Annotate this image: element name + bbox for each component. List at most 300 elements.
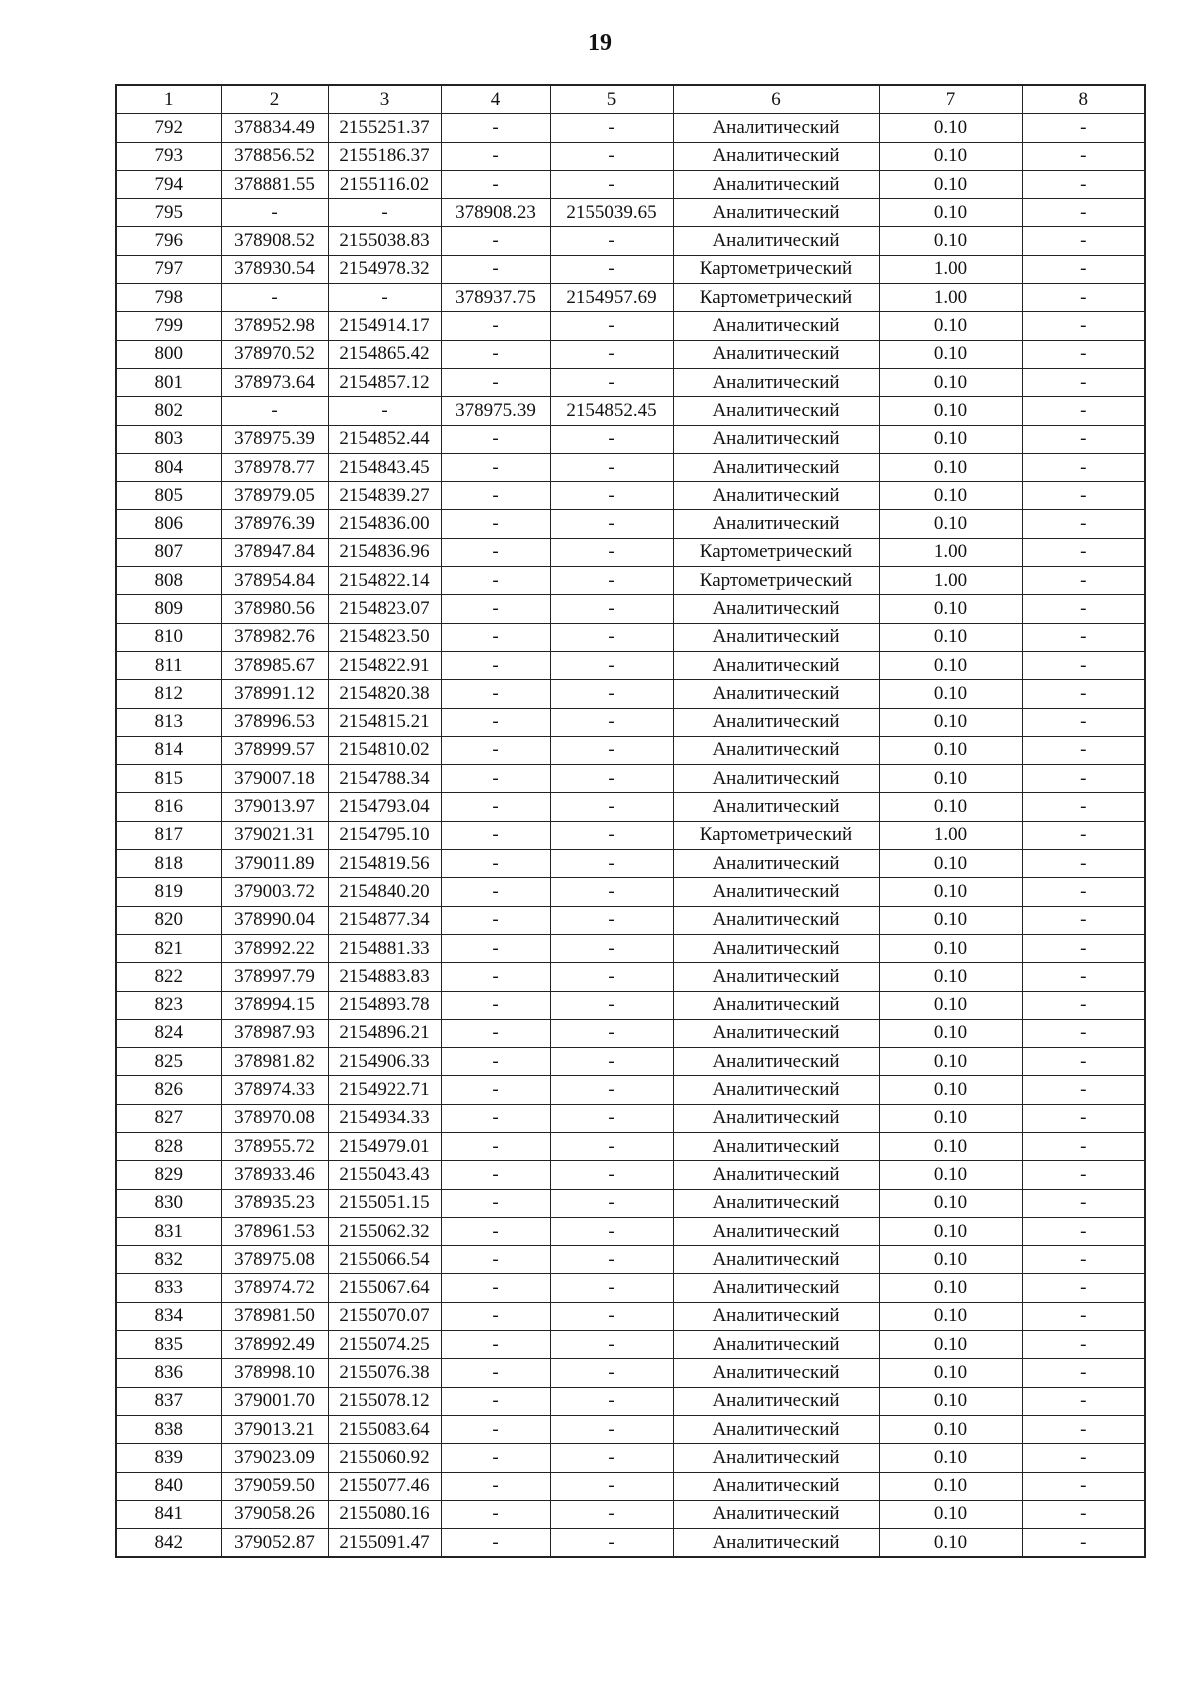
accuracy-cell: 0.10 — [879, 142, 1022, 170]
y-coordinate-cell: 2155083.64 — [328, 1415, 441, 1443]
y-alt-coordinate-cell: - — [550, 510, 673, 538]
table-row — [116, 793, 1145, 821]
method-cell: Аналитический — [673, 1415, 879, 1443]
accuracy-cell: 0.10 — [879, 482, 1022, 510]
y-coordinate-cell: 2155067.64 — [328, 1274, 441, 1302]
x-coordinate-cell: 378834.49 — [221, 114, 328, 142]
y-coordinate-cell: - — [328, 397, 441, 425]
y-coordinate-cell: 2154906.33 — [328, 1048, 441, 1076]
accuracy-cell: 0.10 — [879, 793, 1022, 821]
note-cell: - — [1022, 1217, 1145, 1245]
y-coordinate-cell: 2154793.04 — [328, 793, 441, 821]
x-coordinate-cell: 378982.76 — [221, 623, 328, 651]
table-row — [116, 538, 1145, 566]
y-coordinate-cell: 2154922.71 — [328, 1076, 441, 1104]
note-cell: - — [1022, 453, 1145, 481]
table-row — [116, 1104, 1145, 1132]
point-number-cell: 803 — [116, 425, 221, 453]
x-coordinate-cell: 378974.72 — [221, 1274, 328, 1302]
note-cell: - — [1022, 1302, 1145, 1330]
note-cell: - — [1022, 1529, 1145, 1558]
x-alt-coordinate-cell: - — [441, 1387, 550, 1415]
point-number-cell: 809 — [116, 595, 221, 623]
accuracy-cell: 0.10 — [879, 736, 1022, 764]
method-cell: Аналитический — [673, 1019, 879, 1047]
x-alt-coordinate-cell: - — [441, 680, 550, 708]
method-cell: Аналитический — [673, 170, 879, 198]
method-cell: Аналитический — [673, 595, 879, 623]
accuracy-cell: 0.10 — [879, 595, 1022, 623]
x-alt-coordinate-cell: - — [441, 736, 550, 764]
method-cell: Картометрический — [673, 567, 879, 595]
x-coordinate-cell: 378978.77 — [221, 453, 328, 481]
point-number-cell: 806 — [116, 510, 221, 538]
table-row — [116, 397, 1145, 425]
x-coordinate-cell: 378947.84 — [221, 538, 328, 566]
x-alt-coordinate-cell: - — [441, 255, 550, 283]
y-coordinate-cell: 2154893.78 — [328, 991, 441, 1019]
note-cell: - — [1022, 284, 1145, 312]
table-row — [116, 114, 1145, 142]
note-cell: - — [1022, 708, 1145, 736]
accuracy-cell: 0.10 — [879, 934, 1022, 962]
x-coordinate-cell: 378975.39 — [221, 425, 328, 453]
column-header: 4 — [441, 85, 550, 114]
x-alt-coordinate-cell: - — [441, 1104, 550, 1132]
x-alt-coordinate-cell: - — [441, 114, 550, 142]
method-cell: Аналитический — [673, 623, 879, 651]
y-alt-coordinate-cell: - — [550, 736, 673, 764]
x-alt-coordinate-cell: - — [441, 934, 550, 962]
table-row — [116, 255, 1145, 283]
x-coordinate-cell: 378990.04 — [221, 906, 328, 934]
x-coordinate-cell: 378996.53 — [221, 708, 328, 736]
y-coordinate-cell: 2155074.25 — [328, 1331, 441, 1359]
table-row — [116, 963, 1145, 991]
accuracy-cell: 0.10 — [879, 878, 1022, 906]
y-alt-coordinate-cell: - — [550, 1359, 673, 1387]
note-cell: - — [1022, 680, 1145, 708]
x-alt-coordinate-cell: 378908.23 — [441, 199, 550, 227]
table-row — [116, 1387, 1145, 1415]
method-cell: Аналитический — [673, 1274, 879, 1302]
x-alt-coordinate-cell: - — [441, 170, 550, 198]
x-alt-coordinate-cell: - — [441, 850, 550, 878]
y-alt-coordinate-cell: - — [550, 1189, 673, 1217]
y-alt-coordinate-cell: - — [550, 114, 673, 142]
x-alt-coordinate-cell: - — [441, 878, 550, 906]
accuracy-cell: 0.10 — [879, 1104, 1022, 1132]
x-coordinate-cell: 378955.72 — [221, 1132, 328, 1160]
y-alt-coordinate-cell: - — [550, 1387, 673, 1415]
point-number-cell: 820 — [116, 906, 221, 934]
accuracy-cell: 0.10 — [879, 397, 1022, 425]
accuracy-cell: 0.10 — [879, 227, 1022, 255]
table-row — [116, 991, 1145, 1019]
method-cell: Аналитический — [673, 991, 879, 1019]
table-row — [116, 1359, 1145, 1387]
accuracy-cell: 0.10 — [879, 623, 1022, 651]
y-alt-coordinate-cell: - — [550, 680, 673, 708]
note-cell: - — [1022, 1359, 1145, 1387]
y-coordinate-cell: 2155051.15 — [328, 1189, 441, 1217]
note-cell: - — [1022, 510, 1145, 538]
point-number-cell: 829 — [116, 1161, 221, 1189]
x-alt-coordinate-cell: - — [441, 567, 550, 595]
page-number: 19 — [588, 30, 612, 56]
x-alt-coordinate-cell: - — [441, 1076, 550, 1104]
point-number-cell: 832 — [116, 1246, 221, 1274]
accuracy-cell: 0.10 — [879, 1076, 1022, 1104]
accuracy-cell: 0.10 — [879, 1500, 1022, 1528]
y-coordinate-cell: 2154883.83 — [328, 963, 441, 991]
x-alt-coordinate-cell: - — [441, 651, 550, 679]
point-number-cell: 841 — [116, 1500, 221, 1528]
note-cell: - — [1022, 255, 1145, 283]
table-row — [116, 1217, 1145, 1245]
point-number-cell: 798 — [116, 284, 221, 312]
accuracy-cell: 0.10 — [879, 1019, 1022, 1047]
y-alt-coordinate-cell: - — [550, 1274, 673, 1302]
x-alt-coordinate-cell: - — [441, 1132, 550, 1160]
accuracy-cell: 0.10 — [879, 1529, 1022, 1558]
y-alt-coordinate-cell: - — [550, 142, 673, 170]
point-number-cell: 810 — [116, 623, 221, 651]
y-coordinate-cell: 2154881.33 — [328, 934, 441, 962]
x-coordinate-cell: 379011.89 — [221, 850, 328, 878]
accuracy-cell: 0.10 — [879, 906, 1022, 934]
table-body — [116, 114, 1145, 1558]
point-number-cell: 792 — [116, 114, 221, 142]
y-coordinate-cell: 2154822.14 — [328, 567, 441, 595]
point-number-cell: 835 — [116, 1331, 221, 1359]
point-number-cell: 794 — [116, 170, 221, 198]
x-alt-coordinate-cell: - — [441, 425, 550, 453]
accuracy-cell: 0.10 — [879, 312, 1022, 340]
y-alt-coordinate-cell: - — [550, 1472, 673, 1500]
table-row — [116, 595, 1145, 623]
y-alt-coordinate-cell: - — [550, 821, 673, 849]
table-row — [116, 1132, 1145, 1160]
accuracy-cell: 0.10 — [879, 510, 1022, 538]
y-alt-coordinate-cell: - — [550, 765, 673, 793]
x-alt-coordinate-cell: - — [441, 1302, 550, 1330]
accuracy-cell: 0.10 — [879, 1472, 1022, 1500]
note-cell: - — [1022, 1246, 1145, 1274]
accuracy-cell: 1.00 — [879, 538, 1022, 566]
note-cell: - — [1022, 1161, 1145, 1189]
method-cell: Аналитический — [673, 1132, 879, 1160]
accuracy-cell: 1.00 — [879, 284, 1022, 312]
x-alt-coordinate-cell: - — [441, 793, 550, 821]
column-header: 1 — [116, 85, 221, 114]
y-alt-coordinate-cell: - — [550, 595, 673, 623]
table-row — [116, 567, 1145, 595]
column-header: 8 — [1022, 85, 1145, 114]
x-coordinate-cell: - — [221, 199, 328, 227]
y-alt-coordinate-cell: - — [550, 482, 673, 510]
y-coordinate-cell: 2154810.02 — [328, 736, 441, 764]
table-row — [116, 510, 1145, 538]
point-number-cell: 800 — [116, 340, 221, 368]
x-coordinate-cell: 378998.10 — [221, 1359, 328, 1387]
point-number-cell: 831 — [116, 1217, 221, 1245]
accuracy-cell: 0.10 — [879, 708, 1022, 736]
accuracy-cell: 0.10 — [879, 453, 1022, 481]
x-coordinate-cell: 379023.09 — [221, 1444, 328, 1472]
note-cell: - — [1022, 340, 1145, 368]
x-alt-coordinate-cell: - — [441, 1529, 550, 1558]
table-row — [116, 199, 1145, 227]
x-coordinate-cell: 378976.39 — [221, 510, 328, 538]
method-cell: Аналитический — [673, 934, 879, 962]
y-alt-coordinate-cell: - — [550, 1500, 673, 1528]
method-cell: Аналитический — [673, 1104, 879, 1132]
table-row — [116, 1529, 1145, 1558]
note-cell: - — [1022, 1500, 1145, 1528]
y-coordinate-cell: 2155116.02 — [328, 170, 441, 198]
point-number-cell: 804 — [116, 453, 221, 481]
note-cell: - — [1022, 1331, 1145, 1359]
table-row — [116, 284, 1145, 312]
table-row — [116, 482, 1145, 510]
method-cell: Аналитический — [673, 878, 879, 906]
y-alt-coordinate-cell: - — [550, 340, 673, 368]
method-cell: Аналитический — [673, 1076, 879, 1104]
method-cell: Картометрический — [673, 821, 879, 849]
x-alt-coordinate-cell: - — [441, 1189, 550, 1217]
point-number-cell: 816 — [116, 793, 221, 821]
y-coordinate-cell: 2155251.37 — [328, 114, 441, 142]
point-number-cell: 793 — [116, 142, 221, 170]
table-row — [116, 1331, 1145, 1359]
y-alt-coordinate-cell: - — [550, 1048, 673, 1076]
y-coordinate-cell: 2155066.54 — [328, 1246, 441, 1274]
method-cell: Аналитический — [673, 1048, 879, 1076]
table-row — [116, 1302, 1145, 1330]
x-alt-coordinate-cell: - — [441, 963, 550, 991]
table-row — [116, 1076, 1145, 1104]
note-cell: - — [1022, 1415, 1145, 1443]
x-coordinate-cell: 379001.70 — [221, 1387, 328, 1415]
accuracy-cell: 0.10 — [879, 1189, 1022, 1217]
method-cell: Аналитический — [673, 227, 879, 255]
table-row — [116, 312, 1145, 340]
x-alt-coordinate-cell: - — [441, 1161, 550, 1189]
accuracy-cell: 0.10 — [879, 1132, 1022, 1160]
method-cell: Аналитический — [673, 963, 879, 991]
point-number-cell: 842 — [116, 1529, 221, 1558]
x-coordinate-cell: 378992.49 — [221, 1331, 328, 1359]
table-row — [116, 850, 1145, 878]
y-alt-coordinate-cell: - — [550, 1132, 673, 1160]
y-coordinate-cell: - — [328, 284, 441, 312]
method-cell: Аналитический — [673, 199, 879, 227]
note-cell: - — [1022, 1019, 1145, 1047]
note-cell: - — [1022, 1132, 1145, 1160]
method-cell: Аналитический — [673, 453, 879, 481]
table-row — [116, 340, 1145, 368]
point-number-cell: 836 — [116, 1359, 221, 1387]
method-cell: Аналитический — [673, 368, 879, 396]
y-coordinate-cell: 2154839.27 — [328, 482, 441, 510]
y-alt-coordinate-cell: - — [550, 1444, 673, 1472]
x-alt-coordinate-cell: - — [441, 623, 550, 651]
table-row — [116, 878, 1145, 906]
accuracy-cell: 0.10 — [879, 1274, 1022, 1302]
y-alt-coordinate-cell: - — [550, 1076, 673, 1104]
x-coordinate-cell: - — [221, 284, 328, 312]
y-coordinate-cell: 2154852.44 — [328, 425, 441, 453]
method-cell: Аналитический — [673, 680, 879, 708]
x-coordinate-cell: 378992.22 — [221, 934, 328, 962]
column-header: 5 — [550, 85, 673, 114]
y-coordinate-cell: 2155091.47 — [328, 1529, 441, 1558]
accuracy-cell: 0.10 — [879, 680, 1022, 708]
x-coordinate-cell: 379058.26 — [221, 1500, 328, 1528]
y-alt-coordinate-cell: - — [550, 878, 673, 906]
point-number-cell: 821 — [116, 934, 221, 962]
x-coordinate-cell: 378908.52 — [221, 227, 328, 255]
note-cell: - — [1022, 1274, 1145, 1302]
x-coordinate-cell: 378994.15 — [221, 991, 328, 1019]
y-coordinate-cell: 2154857.12 — [328, 368, 441, 396]
x-coordinate-cell: 379003.72 — [221, 878, 328, 906]
note-cell: - — [1022, 878, 1145, 906]
point-number-cell: 834 — [116, 1302, 221, 1330]
method-cell: Аналитический — [673, 1331, 879, 1359]
point-number-cell: 817 — [116, 821, 221, 849]
table-row — [116, 1246, 1145, 1274]
note-cell: - — [1022, 906, 1145, 934]
y-coordinate-cell: 2154823.50 — [328, 623, 441, 651]
x-coordinate-cell: 378961.53 — [221, 1217, 328, 1245]
accuracy-cell: 0.10 — [879, 199, 1022, 227]
y-coordinate-cell: 2154914.17 — [328, 312, 441, 340]
point-number-cell: 822 — [116, 963, 221, 991]
x-alt-coordinate-cell: - — [441, 1217, 550, 1245]
note-cell: - — [1022, 1444, 1145, 1472]
point-number-cell: 826 — [116, 1076, 221, 1104]
x-coordinate-cell: 378970.08 — [221, 1104, 328, 1132]
y-alt-coordinate-cell: - — [550, 170, 673, 198]
note-cell: - — [1022, 623, 1145, 651]
x-coordinate-cell: 379007.18 — [221, 765, 328, 793]
table-header-row — [116, 85, 1145, 114]
y-coordinate-cell: 2155076.38 — [328, 1359, 441, 1387]
y-alt-coordinate-cell: - — [550, 1104, 673, 1132]
x-alt-coordinate-cell: - — [441, 595, 550, 623]
x-coordinate-cell: 379021.31 — [221, 821, 328, 849]
x-coordinate-cell: - — [221, 397, 328, 425]
y-coordinate-cell: 2155078.12 — [328, 1387, 441, 1415]
y-alt-coordinate-cell: - — [550, 1019, 673, 1047]
x-alt-coordinate-cell: - — [441, 1246, 550, 1274]
method-cell: Картометрический — [673, 255, 879, 283]
method-cell: Аналитический — [673, 425, 879, 453]
table-row — [116, 736, 1145, 764]
table-row — [116, 1048, 1145, 1076]
x-coordinate-cell: 378930.54 — [221, 255, 328, 283]
y-coordinate-cell: 2154819.56 — [328, 850, 441, 878]
note-cell: - — [1022, 567, 1145, 595]
table-row — [116, 368, 1145, 396]
method-cell: Аналитический — [673, 142, 879, 170]
x-coordinate-cell: 378985.67 — [221, 651, 328, 679]
point-number-cell: 825 — [116, 1048, 221, 1076]
y-alt-coordinate-cell: - — [550, 991, 673, 1019]
y-alt-coordinate-cell: - — [550, 425, 673, 453]
y-coordinate-cell: 2154836.00 — [328, 510, 441, 538]
y-alt-coordinate-cell: - — [550, 1529, 673, 1558]
note-cell: - — [1022, 538, 1145, 566]
y-alt-coordinate-cell: - — [550, 850, 673, 878]
table-row — [116, 142, 1145, 170]
point-number-cell: 827 — [116, 1104, 221, 1132]
table-row — [116, 1019, 1145, 1047]
y-coordinate-cell: 2154788.34 — [328, 765, 441, 793]
method-cell: Аналитический — [673, 793, 879, 821]
x-coordinate-cell: 378987.93 — [221, 1019, 328, 1047]
point-number-cell: 801 — [116, 368, 221, 396]
table-row — [116, 425, 1145, 453]
table-row — [116, 1500, 1145, 1528]
method-cell: Аналитический — [673, 482, 879, 510]
note-cell: - — [1022, 1472, 1145, 1500]
table-row — [116, 1415, 1145, 1443]
method-cell: Картометрический — [673, 538, 879, 566]
x-alt-coordinate-cell: - — [441, 1444, 550, 1472]
x-coordinate-cell: 378856.52 — [221, 142, 328, 170]
y-alt-coordinate-cell: - — [550, 793, 673, 821]
accuracy-cell: 0.10 — [879, 1302, 1022, 1330]
point-number-cell: 814 — [116, 736, 221, 764]
accuracy-cell: 0.10 — [879, 114, 1022, 142]
table-row — [116, 170, 1145, 198]
accuracy-cell: 0.10 — [879, 368, 1022, 396]
x-coordinate-cell: 378881.55 — [221, 170, 328, 198]
table-row — [116, 765, 1145, 793]
x-alt-coordinate-cell: - — [441, 482, 550, 510]
point-number-cell: 823 — [116, 991, 221, 1019]
x-alt-coordinate-cell: - — [441, 906, 550, 934]
x-alt-coordinate-cell: - — [441, 1359, 550, 1387]
point-number-cell: 805 — [116, 482, 221, 510]
y-coordinate-cell: 2154978.32 — [328, 255, 441, 283]
coordinates-table — [115, 84, 1146, 1558]
y-alt-coordinate-cell: 2154957.69 — [550, 284, 673, 312]
y-coordinate-cell: 2155038.83 — [328, 227, 441, 255]
x-coordinate-cell: 378954.84 — [221, 567, 328, 595]
point-number-cell: 840 — [116, 1472, 221, 1500]
y-alt-coordinate-cell: - — [550, 934, 673, 962]
method-cell: Аналитический — [673, 906, 879, 934]
point-number-cell: 818 — [116, 850, 221, 878]
x-coordinate-cell: 378979.05 — [221, 482, 328, 510]
column-header: 6 — [673, 85, 879, 114]
y-coordinate-cell: - — [328, 199, 441, 227]
y-coordinate-cell: 2154815.21 — [328, 708, 441, 736]
x-coordinate-cell: 379059.50 — [221, 1472, 328, 1500]
y-coordinate-cell: 2154820.38 — [328, 680, 441, 708]
method-cell: Аналитический — [673, 708, 879, 736]
x-coordinate-cell: 378974.33 — [221, 1076, 328, 1104]
y-coordinate-cell: 2154822.91 — [328, 651, 441, 679]
y-alt-coordinate-cell: - — [550, 312, 673, 340]
y-alt-coordinate-cell: - — [550, 1246, 673, 1274]
table-row — [116, 1472, 1145, 1500]
y-coordinate-cell: 2155060.92 — [328, 1444, 441, 1472]
